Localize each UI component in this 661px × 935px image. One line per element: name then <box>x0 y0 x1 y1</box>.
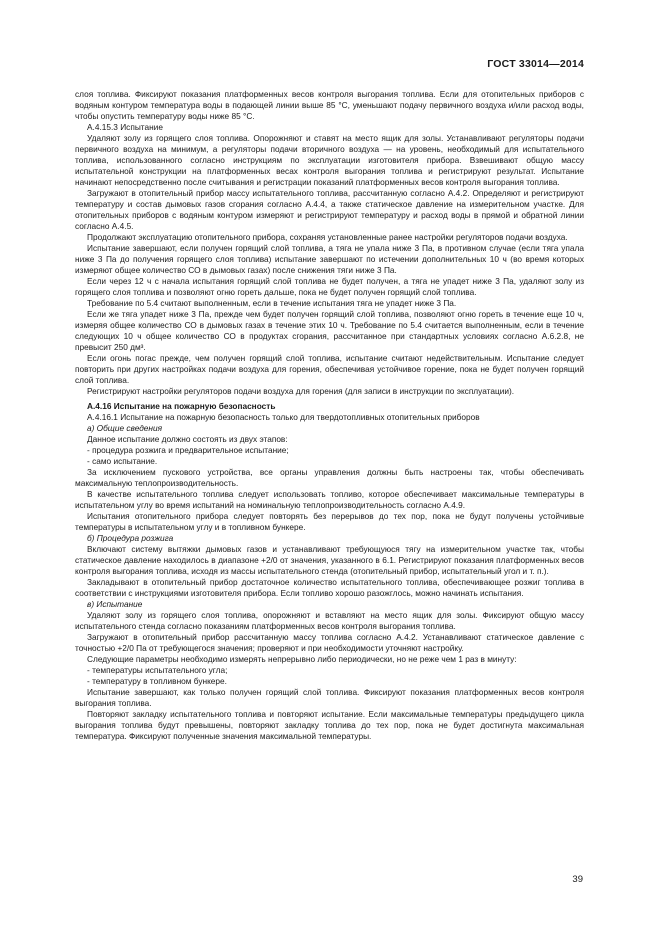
paragraph: Испытание завершают, как только получен горящий слой топлива. Фиксируют показания платформенных весов контроля выгорания топлива. <box>75 687 584 708</box>
paragraph: А.4.15.3 Испытание <box>87 122 163 132</box>
paragraph: Загружают в отопительный прибор рассчитанную массу топлива согласно А.4.2. Устанавливают статическое давление с точностью +2/0 Па от требующегося значения; проверяют и при необходимости уточняют настройку. <box>75 632 584 653</box>
paragraph: Загружают в отопительный прибор массу испытательного топлива, рассчитанную согласно А.4.2. Определяют и регистрируют температуру и состав дымовых газов сгорания согласно А.4.4, а также статическое давление на измерительном участке. Для отопительных приборов с водяным контуром измеряют и регистрируют температуру и расход воды в прямой и обратной линии согласно А.4.5. <box>75 188 584 231</box>
paragraph: Удаляют золу из горящего слоя топлива. Опорожняют и ставят на место ящик для золы. Устанавливают регуляторы подачи первичного воздуха на минимум, а регуляторы подачи вторичного воздуха — на уровень, необходимый для испытательного топлива, использованного согласно инструкциям по эксплуатации изготовителя прибора. Взвешивают общую массу испытательной конструкции на платформенных весах контроля выгорания топлива и регистрируют результат. Испытание начинают непосредственно после считывания и регистрации показаний платформенных весов контроля выгорания топлива. <box>75 133 584 187</box>
document-header: ГОСТ 33014—2014 <box>487 58 584 70</box>
paragraph: Удаляют золу из горящего слоя топлива, опорожняют и вставляют на место ящик для золы. Фиксируют общую массу испытательного стенда согласно показаниям платформенных весов контроля выгорания топлива. <box>75 610 584 631</box>
paragraph: Продолжают эксплуатацию отопительного прибора, сохраняя установленные ранее настройки регуляторов подачи воздуха. <box>87 232 568 242</box>
paragraph: Данное испытание должно состоять из двух этапов: <box>87 434 288 444</box>
paragraph: а) Общие сведения <box>87 423 163 433</box>
paragraph: Если через 12 ч с начала испытания горящий слой топлива не будет получен, а тяга не упадет ниже 3 Па, удаляют золу из горящего слоя топлива и позволяют огню гореть дальше, пока не будет получен горящий слой топлива. <box>75 276 584 297</box>
paragraph: Повторяют закладку испытательного топлива и повторяют испытание. Если максимальные температуры предыдущего цикла выгорания топлива будут превышены, повторяют закладку топлива до тех пор, пока не будет достигнута максимальная температура. Фиксируют полученные значения максимальной температуры. <box>75 709 584 741</box>
document-body <box>75 89 584 742</box>
paragraph: Включают систему вытяжки дымовых газов и устанавливают требующуюся тягу на измерительном участке так, чтобы статическое давление находилось в диапазоне +2/0 от значения, указанного в 6.1. Регистрируют показания платформенных весов контроля выгорания топлива, исходя из массы испытательного стенда (отопительный прибор, испытательный угол и т. п.). <box>75 544 584 576</box>
paragraph: - температуру в топливном бункере. <box>87 676 227 686</box>
paragraph: б) Процедура розжига <box>87 533 174 543</box>
paragraph: Следующие параметры необходимо измерять непрерывно либо периодически, но не реже чем 1 раз в минуту: <box>87 654 517 664</box>
paragraph: Испытания отопительного прибора следует повторять без перерывов до тех пор, пока не будут получены устойчивые температуры в испытательном углу и в топливном бункере. <box>75 511 584 532</box>
paragraph: Закладывают в отопительный прибор достаточное количество испытательного топлива, обеспечивающее розжиг топлива в соответствии с инструкциями изготовителя прибора. Если топливо хорошо разожглось, можно начинать испытания. <box>75 577 584 598</box>
paragraph: Испытание завершают, если получен горящий слой топлива, а тяга не упала ниже 3 Па, в противном случае (если тяга упала ниже 3 Па до получения горящего слоя топлива) испытание завершают по истечении дополнительных 10 ч (во время которых измеряют общее количество СО в дымовых газах) после снижения тяги ниже 3 Па. <box>75 243 584 275</box>
paragraph: Если огонь погас прежде, чем получен горящий слой топлива, испытание считают недействительным. Испытание следует повторить при других настройках подачи воздуха для горения, обеспечивая устойчивое горение, пока не будет получен горящий слой топлива. <box>75 353 584 385</box>
page-number: 39 <box>572 874 583 885</box>
paragraph: А.4.16 Испытание на пожарную безопасность <box>87 401 276 411</box>
paragraph: В качестве испытательного топлива следует использовать топливо, которое обеспечивает максимальные температуры в испытательном углу во время испытаний на номинальную теплопроизводительность согласно А.4.9. <box>75 489 584 510</box>
paragraph: - температуры испытательного угла; <box>87 665 228 675</box>
paragraph: А.4.16.1 Испытание на пожарную безопасность только для твердотопливных отопительных приборов <box>87 412 480 422</box>
paragraph: Если же тяга упадет ниже 3 Па, прежде чем будет получен горящий слой топлива, позволяют огню гореть в течение еще 10 ч, измеряя общее количество СО в дымовых газах в течение этих 10 ч. Требование по 5.4 считается выполненным, если в течение следующих 10 ч общее количество СО в продуктах сгорания, рассчитанное при стандартных условиях согласно А.6.2.8, не превысит 250 дм³. <box>75 309 584 352</box>
paragraph: - само испытание. <box>87 456 158 466</box>
paragraph: Регистрируют настройки регуляторов подачи воздуха для горения (для записи в инструкции по эксплуатации). <box>87 386 515 396</box>
paragraph: - процедура розжига и предварительное испытание; <box>87 445 289 455</box>
paragraph: слоя топлива. Фиксируют показания платформенных весов контроля выгорания топлива. Если для отопительных приборов с водяным контуром температура воды в подающей линии выше 85 °С, уменьшают подачу первичного воздуха и/или расход воды, чтобы опустить температуру воды ниже 85 °С. <box>75 89 584 121</box>
paragraph: За исключением пускового устройства, все органы управления должны быть настроены так, чтобы обеспечивать максимальную теплопроизводительность. <box>75 467 584 488</box>
paragraph: в) Испытание <box>87 599 143 609</box>
paragraph: Требование по 5.4 считают выполненным, если в течение испытания тяга не упадет ниже 3 Па. <box>87 298 457 308</box>
